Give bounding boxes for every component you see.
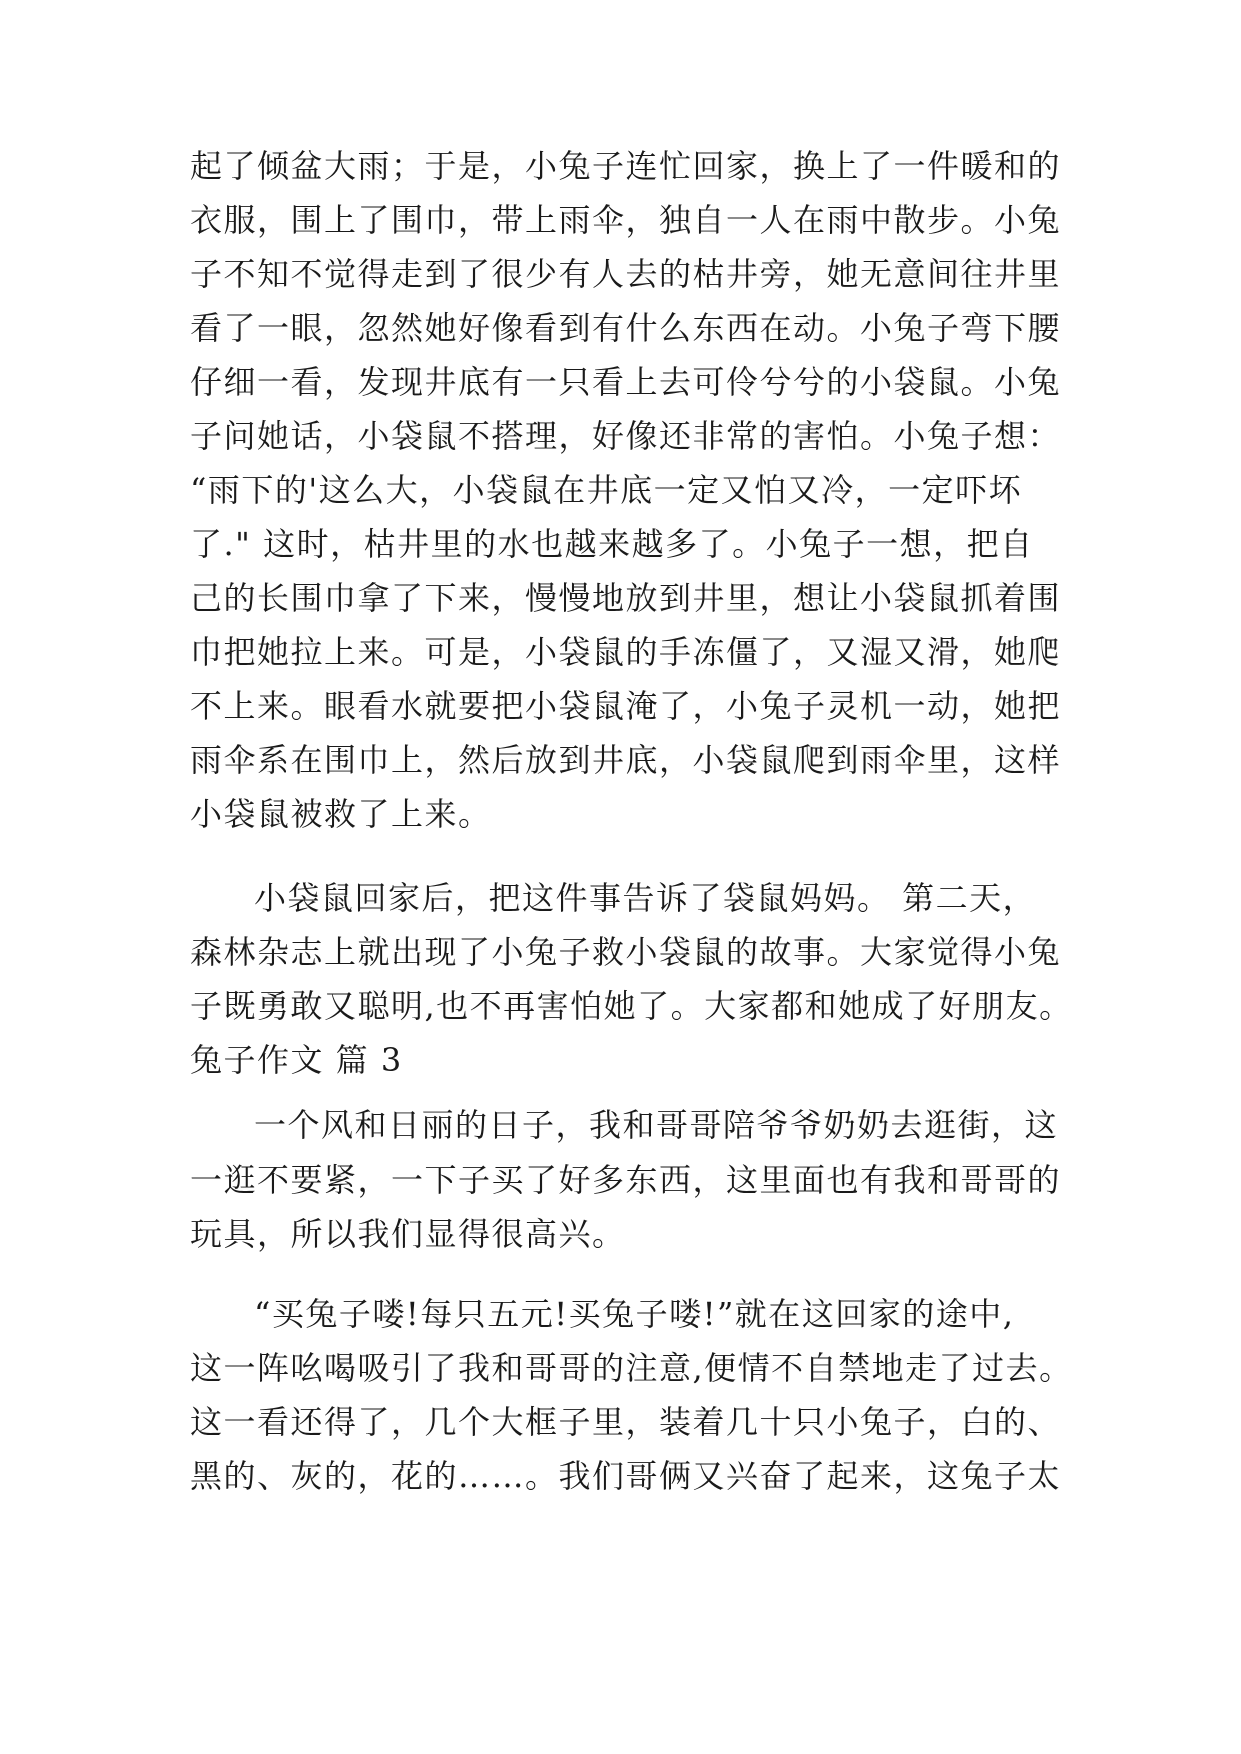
section-heading: 兔子作文 篇 3 xyxy=(190,1041,403,1079)
text-line: 子既勇敢又聪明,也不再害怕她了。大家都和她成了好朋友。 xyxy=(190,987,1073,1025)
text-line: 子问她话，小袋鼠不搭理，好像还非常的害怕。小兔子想： xyxy=(190,417,1062,455)
text-line-indented: 小袋鼠回家后，把这件事告诉了袋鼠妈妈。 第二天， xyxy=(254,879,1037,917)
text-line: 看了一眼，忽然她好像看到有什么东西在动。小兔子弯下腰 xyxy=(190,309,1062,347)
text-line-indented: 一个风和日丽的日子，我和哥哥陪爷爷奶奶去逛街，这 xyxy=(254,1106,1059,1144)
text-line: 衣服，围上了围巾，带上雨伞，独自一人在雨中散步。小兔 xyxy=(190,201,1062,239)
text-line-indented: “买兔子喽!每只五元!买兔子喽!”就在这回家的途中, xyxy=(254,1295,1015,1333)
text-line: 森林杂志上就出现了小兔子救小袋鼠的故事。大家觉得小兔 xyxy=(190,933,1062,971)
text-line: 己的长围巾拿了下来，慢慢地放到井里，想让小袋鼠抓着围 xyxy=(190,579,1062,617)
text-line: 小袋鼠被救了上来。 xyxy=(190,795,492,833)
text-line: “雨下的'这么大，小袋鼠在井底一定又怕又冷，一定吓坏 xyxy=(190,471,1023,509)
text-line: 仔细一看，发现井底有一只看上去可伶兮兮的小袋鼠。小兔 xyxy=(190,363,1062,401)
text-line: 起了倾盆大雨；于是，小兔子连忙回家，换上了一件暖和的 xyxy=(190,147,1062,185)
text-line: 一逛不要紧，一下子买了好多东西，这里面也有我和哥哥的 xyxy=(190,1161,1062,1199)
text-line: 这一阵吆喝吸引了我和哥哥的注意,便情不自禁地走了过去。 xyxy=(190,1349,1073,1387)
text-line: 了." 这时，枯井里的水也越来越多了。小兔子一想，把自 xyxy=(190,525,1034,563)
text-line: 巾把她拉上来。可是，小袋鼠的手冻僵了，又湿又滑，她爬 xyxy=(190,633,1062,671)
text-line: 黑的、灰的，花的……。我们哥俩又兴奋了起来，这兔子太 xyxy=(190,1457,1062,1495)
text-line: 不上来。眼看水就要把小袋鼠淹了，小兔子灵机一动，她把 xyxy=(190,687,1062,725)
text-line: 雨伞系在围巾上，然后放到井底，小袋鼠爬到雨伞里，这样 xyxy=(190,741,1062,779)
text-line: 这一看还得了，几个大框子里，装着几十只小兔子，白的、 xyxy=(190,1403,1062,1441)
text-line: 子不知不觉得走到了很少有人去的枯井旁，她无意间往井里 xyxy=(190,255,1062,293)
text-line: 玩具，所以我们显得很高兴。 xyxy=(190,1215,626,1253)
